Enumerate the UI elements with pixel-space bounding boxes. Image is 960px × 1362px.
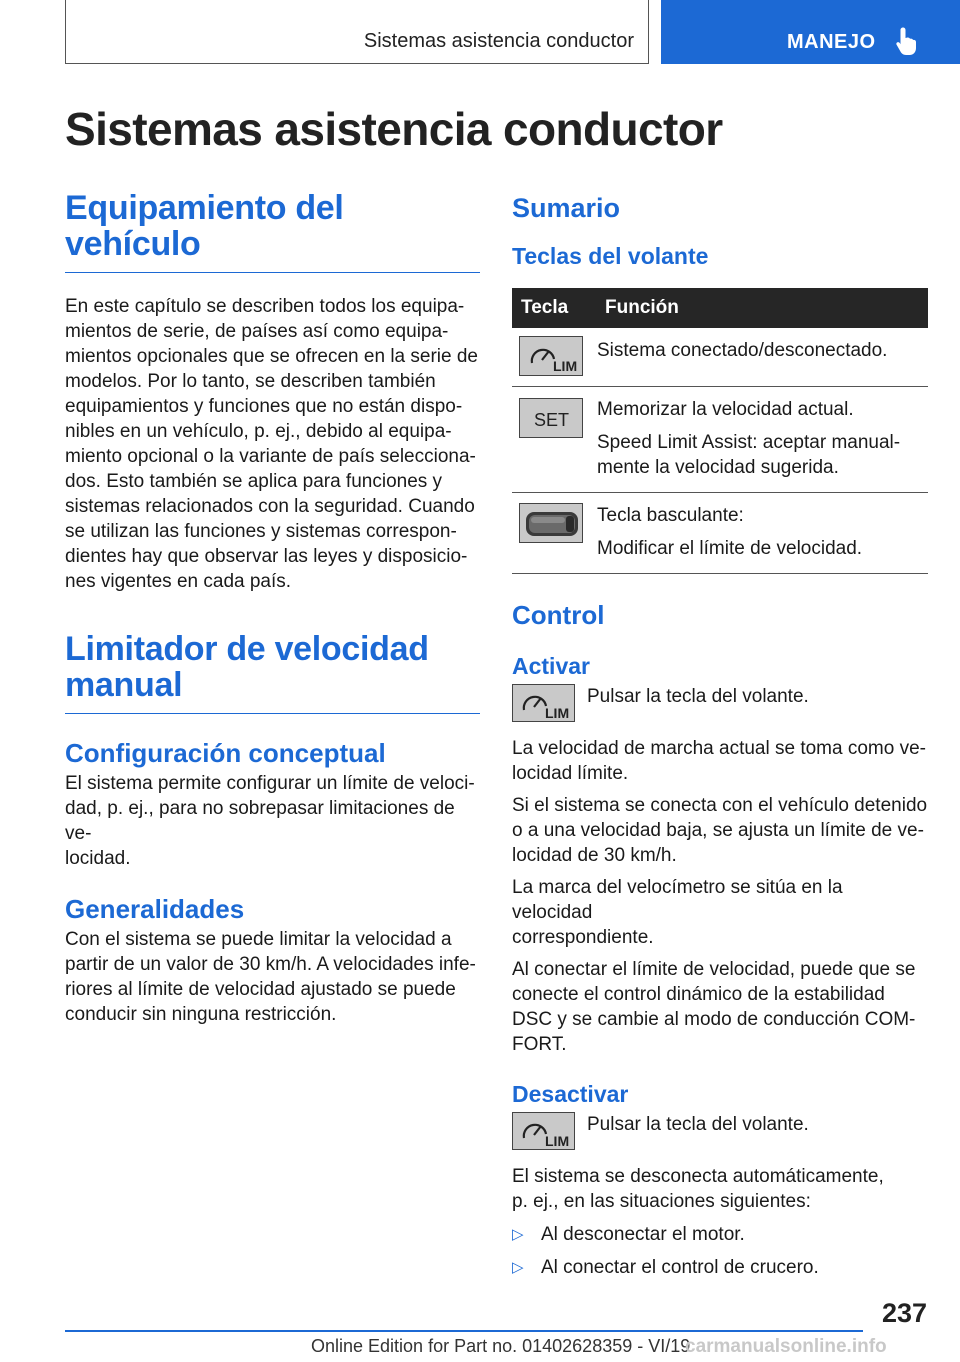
desactivar-paragraph	[512, 1164, 928, 1214]
desactivar-key-row	[512, 1112, 928, 1150]
paragraph	[512, 736, 928, 786]
limitador-heading-line: manual	[65, 666, 183, 704]
header-section-box	[65, 0, 649, 64]
function-text: Memorizar la velocidad actual.	[597, 399, 854, 420]
page-title: Sistemas asistencia conductor	[65, 103, 723, 155]
text-line: Con el sistema se puede limitar la velocidad a	[65, 929, 452, 950]
desactivar-key-text: Pulsar la tecla del volante.	[587, 1114, 809, 1135]
table-header-tecla: Tecla	[512, 288, 589, 328]
lim-key-text: LIM	[553, 358, 578, 374]
function-text-block	[597, 430, 928, 480]
equipamiento-paragraph	[65, 294, 480, 594]
limitador-heading-line: Limitador de velocidad	[65, 630, 429, 668]
config-paragraph	[65, 771, 480, 871]
function-text: Modificar el límite de velocidad.	[597, 538, 863, 559]
activar-heading: Activar	[512, 653, 590, 679]
text-line: locidad límite.	[512, 763, 629, 784]
lim-button-icon	[519, 336, 583, 376]
text-line: El sistema permite configurar un límite de veloci-	[65, 773, 475, 794]
footer-divider	[65, 1330, 863, 1332]
text-line: modelos. Por lo tanto, se describen también	[65, 371, 436, 392]
keys-table	[512, 288, 928, 574]
table-header-row	[512, 288, 928, 328]
hand-pointer-icon	[895, 26, 921, 56]
text-line: Al conectar el límite de velocidad, puede que se	[512, 959, 916, 980]
text-line: mientos de serie, de países así como equipa-	[65, 321, 449, 342]
set-key-text: SET	[534, 410, 570, 430]
bullet-triangle-icon: ▷	[512, 1259, 524, 1276]
text-line: conducir sin ninguna restricción.	[65, 1004, 337, 1025]
list-item	[512, 1222, 928, 1247]
text-line: dos. Esto también se aplica para funciones y	[65, 471, 443, 492]
text-line: nibles en un vehículo, p. ej., debido al equipa-	[65, 421, 452, 442]
text-line: dad, p. ej., para no sobrepasar limitaciones de ve-	[65, 798, 455, 844]
paragraph	[512, 875, 928, 950]
lim-key-text: LIM	[545, 705, 570, 721]
text-line: FORT.	[512, 1034, 567, 1055]
text-line: locidad.	[65, 848, 131, 869]
table-row	[512, 387, 928, 493]
text-line: p. ej., en las situaciones siguientes:	[512, 1191, 811, 1212]
left-column	[65, 190, 480, 1027]
config-heading: Configuración conceptual	[65, 738, 386, 768]
sumario-heading: Sumario	[512, 193, 621, 223]
text-line: La velocidad de marcha actual se toma como ve-	[512, 738, 926, 759]
equipamiento-heading: Equipamiento del vehículo	[65, 190, 480, 273]
text-line: partir de un valor de 30 km/h. A velocidades infe-	[65, 954, 476, 975]
lim-button-icon	[512, 1112, 575, 1150]
header-chapter-label: MANEJO	[787, 31, 876, 53]
text-line: La marca del velocímetro se sitúa en la velocidad	[512, 877, 843, 923]
function-text: Sistema conectado/desconectado.	[597, 340, 888, 361]
text-line: riores al límite de velocidad ajustado se puede	[65, 979, 456, 1000]
table-row	[512, 328, 928, 387]
list-item-text: Al desconectar el motor.	[541, 1224, 745, 1245]
generalidades-heading: Generalidades	[65, 894, 245, 924]
function-text: Tecla basculante:	[597, 505, 744, 526]
list-item	[512, 1255, 928, 1280]
text-line: se utilizan las funciones y sistemas correspon-	[65, 521, 457, 542]
text-line: sistemas relacionados con la seguridad. Cuando	[65, 496, 475, 517]
header-section-title: Sistemas asistencia conductor	[363, 30, 634, 52]
lim-key-text: LIM	[545, 1133, 570, 1149]
set-button-icon	[519, 398, 583, 438]
activar-paragraphs	[512, 736, 928, 1057]
text-line: miento opcional o la variante de país selecciona-	[65, 446, 476, 467]
footer-edition-text: Online Edition for Part no. 01402628359 - VI/19	[311, 1336, 691, 1356]
text-line: equipamientos y funciones que no están dispo-	[65, 396, 463, 417]
paragraph	[512, 793, 928, 868]
text-line: El sistema se desconecta automáticamente,	[512, 1166, 884, 1187]
teclas-heading: Teclas del volante	[512, 243, 709, 269]
list-item-text: Al conectar el control de crucero.	[541, 1257, 819, 1278]
table-header-funcion: Función	[589, 288, 928, 328]
table-row	[512, 493, 928, 574]
bullet-triangle-icon: ▷	[512, 1226, 524, 1243]
desactivar-heading: Desactivar	[512, 1081, 629, 1107]
paragraph	[512, 957, 928, 1057]
lim-button-icon	[512, 684, 575, 722]
activar-key-text: Pulsar la tecla del volante.	[587, 686, 809, 707]
text-line: mientos opcionales que se ofrecen en la serie de	[65, 346, 478, 367]
text-line: o a una velocidad baja, se ajusta un límite de ve-	[512, 820, 924, 841]
text-line: conecte el control dinámico de la estabilidad	[512, 984, 885, 1005]
text-line: En este capítulo se describen todos los equipa-	[65, 296, 465, 317]
text-line: nes vigentes en cada país.	[65, 571, 292, 592]
rocker-switch-icon	[519, 503, 583, 543]
control-heading: Control	[512, 600, 605, 630]
text-line: locidad de 30 km/h.	[512, 845, 677, 866]
function-text-line: Speed Limit Assist: aceptar manual-	[597, 432, 901, 453]
text-line: correspondiente.	[512, 927, 654, 948]
generalidades-paragraph	[65, 927, 480, 1027]
function-text-line: mente la velocidad sugerida.	[597, 457, 839, 478]
text-line: Si el sistema se conecta con el vehículo detenido	[512, 795, 928, 816]
right-column	[512, 190, 928, 1280]
header-chapter-tab[interactable]	[661, 0, 960, 64]
activar-key-row	[512, 684, 928, 722]
text-line: dientes hay que observar las leyes y disposicio-	[65, 546, 468, 567]
text-line: DSC y se cambie al modo de conducción COM-	[512, 1009, 916, 1030]
limitador-heading	[65, 631, 480, 714]
page-number: 237	[881, 1298, 927, 1328]
watermark: carmanualsonline.info	[685, 1336, 887, 1357]
